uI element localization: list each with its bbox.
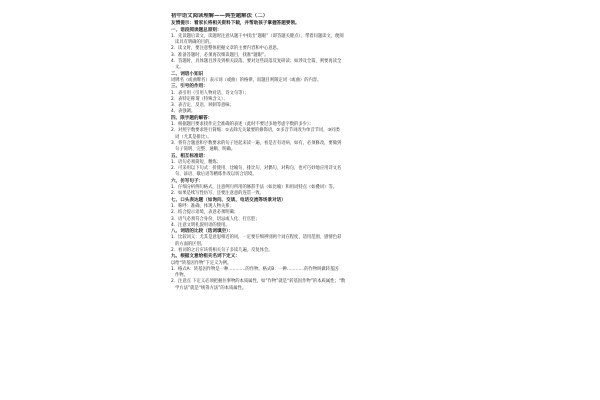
friendly-tip: 友情提示：看家长将相关资料下载，并帮助孩子掌握答题要领。 <box>171 21 300 26</box>
section-line: 2．表特定称谓（特殊含义）； <box>171 96 228 102</box>
section-line: 文。 <box>175 65 184 71</box>
section-line: 作物。 <box>175 273 188 279</box>
section-line: 1．格式A：转基因作物是一种…………的作物。格式B：一种…………的作物叫做转基因 <box>171 266 339 272</box>
section-heading: 四、限字题的解答： <box>171 115 213 121</box>
section-sentence-imitation <box>171 179 437 198</box>
section-heading: 三、引号的作用： <box>171 84 208 90</box>
section-line: 1．仔细分析例句格式，注意例句所用的修辞手法（如比喻）和用词特点（如叠词）等。 <box>171 185 338 191</box>
section-line: 3．表否定、反语、讽刺等意味； <box>171 103 234 109</box>
section-heading: 九、根据文意给相关名词下定义： <box>171 254 240 260</box>
document-title: 初中语文阅读理解——典型题解法（二） <box>171 13 269 19</box>
section-line: 3．准备答题时，必须再次细读题目，找准“题眼”。 <box>171 52 269 58</box>
section-line: 2．结合提示语境，表意必须明确； <box>171 210 239 216</box>
section-line: 1．称呼：准确、体现人物关系； <box>171 203 234 209</box>
section-word-limit <box>171 116 437 154</box>
section-standard-phrases <box>171 154 437 179</box>
section-line: 1．先读题后读文，读题时注意从题干中找出“题眼”（即答题关键点），带着问题读文，便阅 <box>171 33 344 39</box>
section-line: 2．如果是续写性仿写，还要注意意的连贯一致。 <box>171 191 264 197</box>
section-quotation-marks <box>171 84 437 115</box>
section-line: 2．看词的之后应该将相关句子多读几遍，反复体会。 <box>171 247 273 253</box>
section-line: 读具有明确的目的。 <box>175 40 214 46</box>
section-reading-principles <box>171 28 437 72</box>
section-word-knowledge <box>171 72 437 85</box>
section-line: 以给“转基因作物”下定义为例。 <box>171 260 232 266</box>
section-line: 1．语句必须简短、精炼； <box>171 159 221 165</box>
section-line: 句子简明、完整、通顺、明确。 <box>175 147 236 153</box>
section-line: 3．语气必须符合身份，切忌或人化、打官腔； <box>171 216 260 222</box>
section-line: 4．表强调。 <box>171 109 196 115</box>
section-line: 的方面的区别。 <box>175 241 206 247</box>
section-heading: 五、相互标准语： <box>171 153 208 159</box>
section-line: 词牌名（或曲牌名）表示词（或曲）的格律，而题目则限定词（或曲）的内容。 <box>171 77 322 83</box>
section-line: 2．读文时，要注意整体把握文章的主要内容和中心意思。 <box>171 46 282 52</box>
section-line: 2．可采用以下句式：折使用、比喻句、排比句、对偶句、对称句，也可巧妙地应用诗文名 <box>171 166 342 172</box>
section-heading: 八、词语的比较（选词填空）： <box>171 229 234 235</box>
section-line: 词（尤其是排比）。 <box>175 134 212 140</box>
section-word-comparison <box>171 229 437 254</box>
section-line: 学方法”就是“统筹方法”的本质属性。 <box>175 285 247 291</box>
section-oral-expression <box>171 198 437 229</box>
section-definition <box>171 254 437 292</box>
section-line: 1．比较词义：尤其是意思相近的词，一定要仔细辨别两个词在程度、适用范围、感情色彩 <box>171 235 342 241</box>
section-line: 2．对照字数要求进行简缩：①去除无关紧要的修饰语，②多音节词改为单音节词，③同类 <box>171 128 340 134</box>
section-line: 1．根据题目要求找作完全准确的表述（此时不要过多地考虑字数的多少）； <box>171 122 314 128</box>
section-line: 2．注意点 下定义必须把握住事物的本质属性，如“作物”就是“转基因作物”的本质属性；“数 <box>171 279 346 285</box>
section-heading: 二、词语小知识 <box>171 71 204 77</box>
section-heading: 一、语段阅读题总原则： <box>171 27 222 33</box>
section-line: 4．答题时，具体题目涉及到相关段落，要对这些段落反复研读；如涉及全篇，则要再读全 <box>171 59 342 65</box>
section-line: 3．将符合题意和字数要求的句子进起来读一遍，看是否有语病，如有，必须修改，要做到 <box>171 140 342 146</box>
section-heading: 七、口头表达题（如询问、交谈、电话交流等场景对话） <box>171 197 286 203</box>
document-page <box>171 13 437 398</box>
section-line: 1．表引用（引用人物对话、诗文句等）； <box>171 90 249 96</box>
section-line: 4．注意文明礼貌用语的使用。 <box>171 222 230 228</box>
section-heading: 六、仿写句子： <box>171 178 204 184</box>
section-line: 句、谚语、歇后语等精炼作改以切合语境。 <box>175 172 257 178</box>
